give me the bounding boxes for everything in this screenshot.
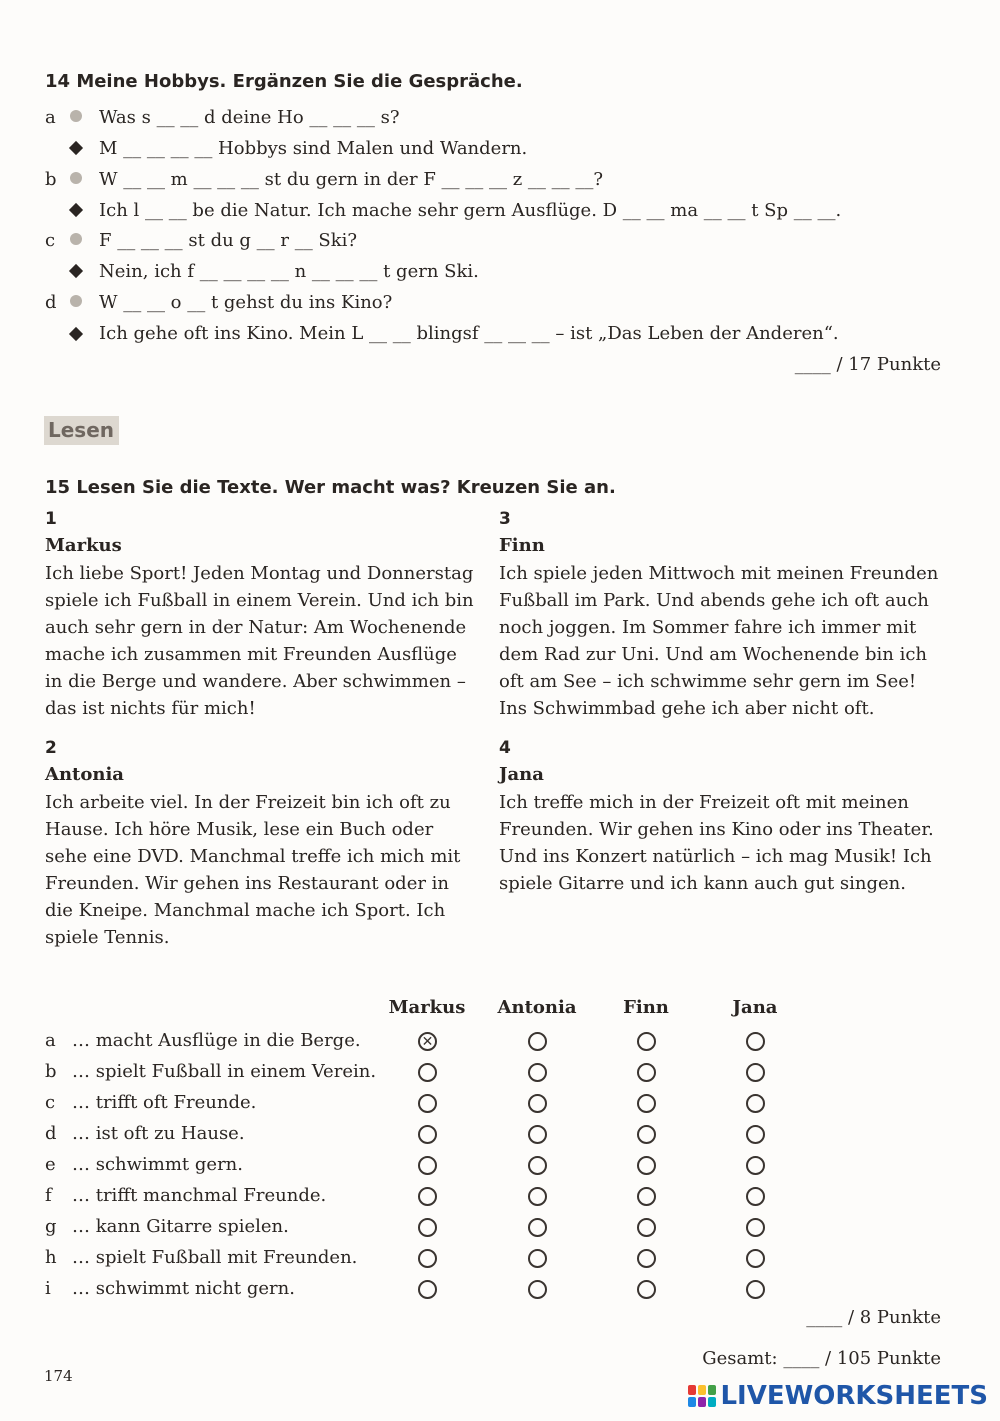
- answer-radio-e-1[interactable]: [528, 1156, 547, 1175]
- dialog-letter: b: [45, 169, 57, 190]
- answer-radio-h-1[interactable]: [528, 1249, 547, 1268]
- dialog-question[interactable]: W __ __ m __ __ __ st du gern in der F __ __ __ z __ __ __?: [99, 169, 603, 190]
- text-body: Ich treffe mich in der Freizeit oft mit meinen Freunden. Wir gehen ins Kino oder ins Theater. Und ins Konzert natürlich – ich mag Musik! Ich spiele Gitarre und ich kann auch gut singen.: [499, 792, 934, 894]
- answer-radio-f-2[interactable]: [637, 1187, 656, 1206]
- speaker-a-icon: [70, 110, 82, 122]
- text-author-name: Markus: [45, 535, 122, 556]
- answer-radio-e-0[interactable]: [418, 1156, 437, 1175]
- dialog-letter: a: [45, 107, 56, 128]
- answer-radio-f-1[interactable]: [528, 1187, 547, 1206]
- answer-radio-h-3[interactable]: [746, 1249, 765, 1268]
- text-author-name: Finn: [499, 535, 545, 556]
- text-number: 2: [45, 738, 57, 758]
- row-letter: g: [45, 1216, 57, 1237]
- speaker-a-icon: [70, 295, 82, 307]
- logo-square-icon: [708, 1385, 716, 1395]
- page-number: 174: [44, 1367, 73, 1385]
- dialog-letter: c: [45, 230, 56, 251]
- row-statement: … spielt Fußball in einem Verein.: [72, 1061, 377, 1082]
- answer-radio-g-1[interactable]: [528, 1218, 547, 1237]
- section-heading-lesen: Lesen: [44, 416, 119, 445]
- answer-radio-d-3[interactable]: [746, 1125, 765, 1144]
- answer-radio-g-2[interactable]: [637, 1218, 656, 1237]
- speaker-b-icon: [69, 264, 83, 278]
- text-author-name: Antonia: [45, 764, 124, 785]
- liveworksheets-logo-text: LIVEWORKSHEETS: [720, 1381, 988, 1411]
- logo-square-icon: [708, 1397, 716, 1407]
- logo-square-icon: [698, 1397, 706, 1407]
- text-author-name: Jana: [499, 764, 544, 785]
- column-header: Markus: [388, 997, 466, 1018]
- answer-radio-c-1[interactable]: [528, 1094, 547, 1113]
- row-statement: … macht Ausflüge in die Berge.: [72, 1030, 361, 1051]
- exercise-14-title: 14 Meine Hobbys. Ergänzen Sie die Gespräche.: [45, 71, 523, 92]
- dialog-letter: d: [45, 292, 57, 313]
- dialog-question[interactable]: W __ __ o __ t gehst du ins Kino?: [99, 292, 393, 313]
- row-letter: e: [45, 1154, 56, 1175]
- answer-radio-d-0[interactable]: [418, 1125, 437, 1144]
- exercise-15-score[interactable]: ____ / 8 Punkte: [806, 1307, 941, 1328]
- row-statement: … trifft oft Freunde.: [72, 1092, 257, 1113]
- column-header: Finn: [623, 997, 669, 1018]
- row-statement: … trifft manchmal Freunde.: [72, 1185, 327, 1206]
- exercise-15-title: 15 Lesen Sie die Texte. Wer macht was? Kreuzen Sie an.: [45, 477, 616, 498]
- logo-square-icon: [688, 1397, 696, 1407]
- total-score[interactable]: Gesamt: ____ / 105 Punkte: [702, 1348, 941, 1369]
- answer-radio-g-3[interactable]: [746, 1218, 765, 1237]
- answer-radio-a-1[interactable]: [528, 1032, 547, 1051]
- text-body: Ich liebe Sport! Jeden Montag und Donnerstag spiele ich Fußball in einem Verein. Und ich bin auch sehr gern in der Natur: Am Wochenende mache ich zusammen mit Freunden Ausflüge in die Berge und wandere. Aber schwimmen – das ist nichts für mich!: [45, 563, 474, 719]
- speaker-b-icon: [69, 203, 83, 217]
- row-statement: … ist oft zu Hause.: [72, 1123, 245, 1144]
- answer-radio-f-3[interactable]: [746, 1187, 765, 1206]
- text-body: Ich spiele jeden Mittwoch mit meinen Freunden Fußball im Park. Und abends gehe ich oft auch noch joggen. Im Sommer fahre ich immer mit dem Rad zur Uni. Und am Wochenende bin ich oft am See – ich schwimme sehr gern im See! Ins Schwimmbad gehe ich aber nicht oft.: [499, 563, 939, 719]
- answer-radio-c-3[interactable]: [746, 1094, 765, 1113]
- answer-radio-c-0[interactable]: [418, 1094, 437, 1113]
- answer-radio-a-2[interactable]: [637, 1032, 656, 1051]
- dialog-answer[interactable]: M __ __ __ __ Hobbys sind Malen und Wandern.: [99, 138, 528, 159]
- answer-radio-h-2[interactable]: [637, 1249, 656, 1268]
- row-letter: h: [45, 1247, 57, 1268]
- dialog-answer[interactable]: Ich gehe oft ins Kino. Mein L __ __ blingsf __ __ __ – ist „Das Leben der Anderen“.: [99, 323, 839, 344]
- row-letter: f: [45, 1185, 52, 1206]
- text-number: 1: [45, 509, 57, 529]
- column-header: Jana: [732, 997, 778, 1018]
- answer-radio-h-0[interactable]: [418, 1249, 437, 1268]
- dialog-question[interactable]: F __ __ __ st du g __ r __ Ski?: [99, 230, 358, 251]
- row-letter: d: [45, 1123, 57, 1144]
- answer-radio-d-1[interactable]: [528, 1125, 547, 1144]
- row-statement: … spielt Fußball mit Freunden.: [72, 1247, 358, 1268]
- row-letter: b: [45, 1061, 57, 1082]
- exercise-14-score[interactable]: ____ / 17 Punkte: [794, 354, 941, 375]
- answer-radio-i-1[interactable]: [528, 1280, 547, 1299]
- column-header: Antonia: [497, 997, 577, 1018]
- row-statement: … schwimmt nicht gern.: [72, 1278, 295, 1299]
- speaker-a-icon: [70, 233, 82, 245]
- liveworksheets-logo-icon: [688, 1385, 716, 1407]
- speaker-b-icon: [69, 141, 83, 155]
- text-number: 4: [499, 738, 511, 758]
- row-statement: … kann Gitarre spielen.: [72, 1216, 289, 1237]
- answer-radio-i-3[interactable]: [746, 1280, 765, 1299]
- row-letter: i: [45, 1278, 51, 1299]
- answer-radio-g-0[interactable]: [418, 1218, 437, 1237]
- answer-radio-f-0[interactable]: [418, 1187, 437, 1206]
- speaker-a-icon: [70, 172, 82, 184]
- liveworksheets-logo: [688, 1381, 988, 1411]
- answer-radio-checked-icon[interactable]: ✕: [418, 1032, 437, 1051]
- answer-radio-i-0[interactable]: [418, 1280, 437, 1299]
- dialog-answer[interactable]: Nein, ich f __ __ __ __ n __ __ __ t gern Ski.: [99, 261, 479, 282]
- dialog-answer[interactable]: Ich l __ __ be die Natur. Ich mache sehr gern Ausflüge. D __ __ ma __ __ t Sp __ __.: [99, 200, 842, 221]
- speaker-b-icon: [69, 327, 83, 341]
- row-letter: a: [45, 1030, 56, 1051]
- answer-radio-e-2[interactable]: [637, 1156, 656, 1175]
- answer-radio-a-3[interactable]: [746, 1032, 765, 1051]
- answer-radio-b-0[interactable]: [418, 1063, 437, 1082]
- logo-square-icon: [688, 1385, 696, 1395]
- answer-radio-b-1[interactable]: [528, 1063, 547, 1082]
- text-number: 3: [499, 509, 511, 529]
- answer-radio-e-3[interactable]: [746, 1156, 765, 1175]
- dialog-question[interactable]: Was s __ __ d deine Ho __ __ __ s?: [99, 107, 400, 128]
- answer-radio-d-2[interactable]: [637, 1125, 656, 1144]
- row-statement: … schwimmt gern.: [72, 1154, 243, 1175]
- row-letter: c: [45, 1092, 56, 1113]
- answer-radio-i-2[interactable]: [637, 1280, 656, 1299]
- answer-radio-c-2[interactable]: [637, 1094, 656, 1113]
- answer-radio-b-2[interactable]: [637, 1063, 656, 1082]
- logo-square-icon: [698, 1385, 706, 1395]
- answer-radio-b-3[interactable]: [746, 1063, 765, 1082]
- text-body: Ich arbeite viel. In der Freizeit bin ich oft zu Hause. Ich höre Musik, lese ein Buch oder sehe eine DVD. Manchmal treffe ich mich mit Freunden. Wir gehen ins Restaurant oder in die Kneipe. Manchmal mache ich Sport. Ich spiele Tennis.: [45, 792, 461, 948]
